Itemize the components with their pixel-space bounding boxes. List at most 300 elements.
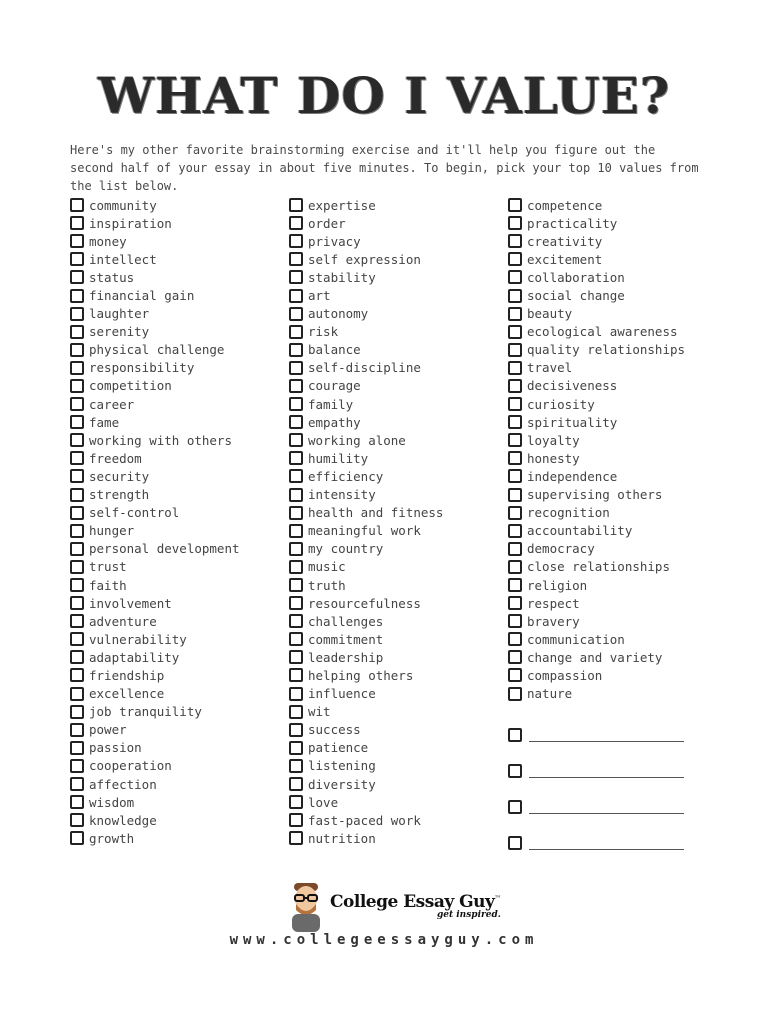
checkbox[interactable] [70, 469, 84, 483]
checkbox[interactable] [70, 361, 84, 375]
value-item[interactable] [70, 576, 240, 594]
checkbox[interactable] [70, 723, 84, 737]
value-item[interactable] [289, 775, 443, 793]
value-item[interactable] [70, 232, 240, 250]
blank-entry[interactable] [508, 836, 684, 850]
checkbox[interactable] [289, 813, 303, 827]
value-label: responsibility [89, 360, 195, 376]
checkbox[interactable] [508, 361, 522, 375]
value-label: passion [89, 740, 142, 756]
value-label: status [89, 269, 135, 285]
checkbox[interactable] [508, 415, 522, 429]
checkbox[interactable] [289, 451, 303, 465]
value-item[interactable] [70, 739, 240, 757]
value-item[interactable] [508, 377, 685, 395]
checkbox[interactable] [289, 415, 303, 429]
value-label: communication [527, 631, 625, 647]
value-item[interactable] [289, 721, 443, 739]
value-item[interactable] [508, 323, 685, 341]
checkbox[interactable] [289, 469, 303, 483]
value-item[interactable] [508, 594, 685, 612]
value-label: social change [527, 288, 625, 304]
checkbox[interactable] [70, 542, 84, 556]
value-label: financial gain [89, 288, 195, 304]
value-label: accountability [527, 523, 633, 539]
value-item[interactable] [70, 268, 240, 286]
value-item[interactable] [70, 467, 240, 485]
checkbox[interactable] [508, 728, 522, 742]
value-label: beauty [527, 306, 573, 322]
checkbox[interactable] [70, 759, 84, 773]
values-column-2 [289, 196, 443, 847]
value-label: cooperation [89, 758, 172, 774]
checkbox[interactable] [289, 433, 303, 447]
checkbox[interactable] [508, 397, 522, 411]
checkbox[interactable] [289, 687, 303, 701]
value-item[interactable] [289, 612, 443, 630]
value-item[interactable] [289, 540, 443, 558]
value-label: success [308, 722, 361, 738]
value-label: security [89, 468, 150, 484]
checkbox[interactable] [70, 560, 84, 574]
value-item[interactable] [508, 630, 685, 648]
value-item[interactable] [289, 286, 443, 304]
value-item[interactable] [70, 504, 240, 522]
value-label: creativity [527, 233, 603, 249]
page-title: WHAT DO I VALUE? [97, 66, 671, 125]
value-label: practicality [527, 215, 618, 231]
value-item[interactable] [289, 685, 443, 703]
checkbox[interactable] [289, 831, 303, 845]
value-label: job tranquility [89, 704, 202, 720]
value-item[interactable] [508, 341, 685, 359]
checkbox[interactable] [70, 813, 84, 827]
checkbox[interactable] [289, 216, 303, 230]
checkbox[interactable] [508, 198, 522, 212]
value-label: physical challenge [89, 342, 225, 358]
value-item[interactable] [508, 612, 685, 630]
value-item[interactable] [70, 666, 240, 684]
value-label: close relationships [527, 559, 670, 575]
value-label: nutrition [308, 830, 376, 846]
value-item[interactable] [289, 594, 443, 612]
value-label: serenity [89, 324, 150, 340]
value-label: meaningful work [308, 523, 421, 539]
value-item[interactable] [70, 431, 240, 449]
value-item[interactable] [70, 196, 240, 214]
checkbox[interactable] [70, 234, 84, 248]
checkbox[interactable] [289, 343, 303, 357]
value-item[interactable] [289, 467, 443, 485]
value-item[interactable] [289, 214, 443, 232]
value-item[interactable] [289, 395, 443, 413]
checkbox[interactable] [70, 632, 84, 646]
checkbox[interactable] [70, 433, 84, 447]
value-label: freedom [89, 450, 142, 466]
value-item[interactable] [289, 377, 443, 395]
value-item[interactable] [70, 486, 240, 504]
checkbox[interactable] [70, 524, 84, 538]
value-label: collaboration [527, 269, 625, 285]
checkbox[interactable] [508, 289, 522, 303]
value-item[interactable] [508, 286, 685, 304]
value-item[interactable] [70, 323, 240, 341]
value-label: listening [308, 758, 376, 774]
write-in-line[interactable] [529, 765, 684, 778]
checkbox[interactable] [70, 451, 84, 465]
checkbox[interactable] [289, 379, 303, 393]
value-item[interactable] [508, 359, 685, 377]
value-item[interactable] [70, 703, 240, 721]
value-item[interactable] [289, 630, 443, 648]
checkbox[interactable] [70, 687, 84, 701]
value-label: health and fitness [308, 505, 444, 521]
checkbox[interactable] [508, 252, 522, 266]
value-item[interactable] [508, 431, 685, 449]
value-item[interactable] [508, 196, 685, 214]
checkbox[interactable] [508, 800, 522, 814]
checkbox[interactable] [508, 234, 522, 248]
checkbox[interactable] [289, 578, 303, 592]
checkbox[interactable] [70, 415, 84, 429]
value-label: religion [527, 577, 588, 593]
checkbox[interactable] [289, 650, 303, 664]
value-item[interactable] [289, 666, 443, 684]
checkbox[interactable] [70, 614, 84, 628]
checkbox[interactable] [289, 270, 303, 284]
value-item[interactable] [289, 703, 443, 721]
value-label: loyalty [527, 432, 580, 448]
value-label: expertise [308, 197, 376, 213]
value-label: decisiveness [527, 378, 618, 394]
checkbox[interactable] [70, 397, 84, 411]
checkbox[interactable] [289, 723, 303, 737]
value-label: hunger [89, 523, 135, 539]
value-label: community [89, 197, 157, 213]
blank-entry[interactable] [508, 764, 684, 778]
checkbox[interactable] [70, 379, 84, 393]
checkbox[interactable] [70, 198, 84, 212]
value-item[interactable] [289, 449, 443, 467]
checkbox[interactable] [289, 795, 303, 809]
value-label: fast-paced work [308, 812, 421, 828]
value-label: spirituality [527, 414, 618, 430]
checkbox[interactable] [289, 596, 303, 610]
value-item[interactable] [508, 504, 685, 522]
website-url: www.collegeessayguy.com [229, 932, 539, 948]
value-label: empathy [308, 414, 361, 430]
value-item[interactable] [70, 648, 240, 666]
checkbox[interactable] [70, 343, 84, 357]
checkbox[interactable] [289, 488, 303, 502]
value-item[interactable] [508, 232, 685, 250]
checkbox[interactable] [289, 252, 303, 266]
value-item[interactable] [508, 522, 685, 540]
value-label: faith [89, 577, 127, 593]
value-label: love [308, 794, 339, 810]
value-label: recognition [527, 505, 610, 521]
value-item[interactable] [289, 757, 443, 775]
checkbox[interactable] [70, 307, 84, 321]
value-item[interactable] [70, 630, 240, 648]
blank-entry[interactable] [508, 728, 684, 742]
value-item[interactable] [70, 685, 240, 703]
checkbox[interactable] [289, 668, 303, 682]
value-label: working with others [89, 432, 232, 448]
value-item[interactable] [70, 721, 240, 739]
value-item[interactable] [508, 576, 685, 594]
value-label: change and variety [527, 649, 663, 665]
value-item[interactable] [70, 395, 240, 413]
checkbox[interactable] [508, 379, 522, 393]
value-item[interactable] [70, 250, 240, 268]
value-label: intensity [308, 487, 376, 503]
value-label: humility [308, 450, 369, 466]
checkbox[interactable] [508, 433, 522, 447]
value-label: patience [308, 740, 369, 756]
checkbox[interactable] [70, 488, 84, 502]
value-item[interactable] [289, 341, 443, 359]
checkbox[interactable] [289, 632, 303, 646]
values-column-1 [70, 196, 240, 847]
value-label: courage [308, 378, 361, 394]
value-label: personal development [89, 541, 240, 557]
checkbox[interactable] [508, 506, 522, 520]
value-label: stability [308, 269, 376, 285]
blank-entry[interactable] [508, 800, 684, 814]
checkbox[interactable] [70, 216, 84, 230]
checkbox[interactable] [508, 216, 522, 230]
value-item[interactable] [70, 377, 240, 395]
checkbox[interactable] [70, 650, 84, 664]
value-item[interactable] [508, 666, 685, 684]
checkbox[interactable] [289, 325, 303, 339]
value-label: privacy [308, 233, 361, 249]
checkbox[interactable] [508, 469, 522, 483]
checkbox[interactable] [508, 542, 522, 556]
checkbox[interactable] [289, 524, 303, 538]
value-label: adventure [89, 613, 157, 629]
checkbox[interactable] [70, 795, 84, 809]
value-label: fame [89, 414, 120, 430]
value-item[interactable] [70, 775, 240, 793]
value-label: vulnerability [89, 631, 187, 647]
checkbox[interactable] [508, 325, 522, 339]
value-label: influence [308, 686, 376, 702]
checkbox[interactable] [508, 650, 522, 664]
value-label: laughter [89, 306, 150, 322]
value-label: curiosity [527, 396, 595, 412]
value-label: strength [89, 487, 150, 503]
value-item[interactable] [70, 594, 240, 612]
value-item[interactable] [289, 504, 443, 522]
value-item[interactable] [289, 829, 443, 847]
checkbox[interactable] [70, 668, 84, 682]
value-item[interactable] [508, 685, 685, 703]
value-label: affection [89, 776, 157, 792]
avatar-icon [288, 880, 324, 932]
value-label: commitment [308, 631, 384, 647]
value-item[interactable] [508, 214, 685, 232]
checkbox[interactable] [289, 307, 303, 321]
value-item[interactable] [508, 395, 685, 413]
value-item[interactable] [508, 305, 685, 323]
value-label: order [308, 215, 346, 231]
checkbox[interactable] [289, 759, 303, 773]
value-label: self expression [308, 251, 421, 267]
checkbox[interactable] [508, 343, 522, 357]
value-item[interactable] [289, 413, 443, 431]
checkbox[interactable] [289, 542, 303, 556]
checkbox[interactable] [289, 361, 303, 375]
value-item[interactable] [70, 286, 240, 304]
value-item[interactable] [70, 214, 240, 232]
checkbox[interactable] [508, 560, 522, 574]
value-item[interactable] [70, 757, 240, 775]
checkbox[interactable] [508, 451, 522, 465]
value-item[interactable] [70, 305, 240, 323]
checkbox[interactable] [289, 614, 303, 628]
values-column-3 [508, 196, 685, 703]
value-item[interactable] [289, 811, 443, 829]
checkbox[interactable] [70, 578, 84, 592]
value-item[interactable] [289, 431, 443, 449]
checkbox[interactable] [508, 687, 522, 701]
checkbox[interactable] [508, 668, 522, 682]
checkbox[interactable] [70, 506, 84, 520]
checkbox[interactable] [289, 397, 303, 411]
value-label: music [308, 559, 346, 575]
checkbox[interactable] [508, 270, 522, 284]
value-item[interactable] [289, 648, 443, 666]
value-item[interactable] [508, 250, 685, 268]
value-item[interactable] [508, 467, 685, 485]
value-label: supervising others [527, 487, 663, 503]
checkbox[interactable] [70, 270, 84, 284]
value-label: self-control [89, 505, 180, 521]
checkbox[interactable] [289, 777, 303, 791]
value-label: growth [89, 830, 135, 846]
value-item[interactable] [70, 558, 240, 576]
value-label: risk [308, 324, 339, 340]
value-item[interactable] [508, 268, 685, 286]
value-item[interactable] [508, 449, 685, 467]
value-label: democracy [527, 541, 595, 557]
value-item[interactable] [70, 793, 240, 811]
checkbox[interactable] [508, 614, 522, 628]
value-label: leadership [308, 649, 384, 665]
checkbox[interactable] [508, 836, 522, 850]
value-item[interactable] [70, 413, 240, 431]
checkbox[interactable] [289, 289, 303, 303]
value-label: competence [527, 197, 603, 213]
value-item[interactable] [70, 612, 240, 630]
intro-text: Here's my other favorite brainstorming exercise and it'll help you figure out the second half of your essay in about five minutes. To begin, pick your top 10 values from the list below. [70, 143, 699, 193]
value-label: truth [308, 577, 346, 593]
value-item[interactable] [508, 540, 685, 558]
write-in-line[interactable] [529, 801, 684, 814]
checkbox[interactable] [508, 307, 522, 321]
value-item[interactable] [289, 522, 443, 540]
checkbox[interactable] [289, 741, 303, 755]
value-item[interactable] [70, 341, 240, 359]
value-label: helping others [308, 667, 414, 683]
value-item[interactable] [508, 558, 685, 576]
checkbox[interactable] [70, 596, 84, 610]
value-item[interactable] [70, 811, 240, 829]
value-label: family [308, 396, 354, 412]
value-label: knowledge [89, 812, 157, 828]
value-item[interactable] [70, 829, 240, 847]
value-item[interactable] [289, 576, 443, 594]
value-item[interactable] [289, 739, 443, 757]
value-item[interactable] [508, 413, 685, 431]
checkbox[interactable] [508, 596, 522, 610]
checkbox[interactable] [289, 705, 303, 719]
value-item[interactable] [289, 793, 443, 811]
checkbox[interactable] [508, 764, 522, 778]
checkbox[interactable] [70, 289, 84, 303]
value-label: self-discipline [308, 360, 421, 376]
value-label: career [89, 396, 135, 412]
value-label: money [89, 233, 127, 249]
brand-name: College Essay Guy™ [330, 892, 501, 912]
checkbox[interactable] [289, 506, 303, 520]
write-in-line[interactable] [529, 837, 684, 850]
value-label: honesty [527, 450, 580, 466]
value-label: balance [308, 342, 361, 358]
value-label: competition [89, 378, 172, 394]
checkbox[interactable] [289, 198, 303, 212]
checkbox[interactable] [508, 578, 522, 592]
value-item[interactable] [70, 522, 240, 540]
checkbox[interactable] [508, 632, 522, 646]
value-item[interactable] [70, 540, 240, 558]
checkbox[interactable] [289, 560, 303, 574]
checkbox[interactable] [508, 488, 522, 502]
value-item[interactable] [289, 558, 443, 576]
value-item[interactable] [289, 232, 443, 250]
value-item[interactable] [70, 359, 240, 377]
value-item[interactable] [289, 196, 443, 214]
value-item[interactable] [289, 486, 443, 504]
checkbox[interactable] [70, 831, 84, 845]
checkbox[interactable] [70, 777, 84, 791]
checkbox[interactable] [508, 524, 522, 538]
value-item[interactable] [70, 449, 240, 467]
value-item[interactable] [289, 305, 443, 323]
checkbox[interactable] [70, 741, 84, 755]
value-label: excitement [527, 251, 603, 267]
checkbox[interactable] [289, 234, 303, 248]
value-item[interactable] [289, 359, 443, 377]
value-item[interactable] [289, 323, 443, 341]
checkbox[interactable] [70, 705, 84, 719]
value-label: involvement [89, 595, 172, 611]
value-label: wisdom [89, 794, 135, 810]
value-item[interactable] [289, 250, 443, 268]
value-item[interactable] [508, 486, 685, 504]
value-item[interactable] [289, 268, 443, 286]
value-label: my country [308, 541, 384, 557]
checkbox[interactable] [70, 252, 84, 266]
value-label: challenges [308, 613, 384, 629]
checkbox[interactable] [70, 325, 84, 339]
value-label: wit [308, 704, 331, 720]
value-label: art [308, 288, 331, 304]
value-item[interactable] [508, 648, 685, 666]
write-in-line[interactable] [529, 729, 684, 742]
